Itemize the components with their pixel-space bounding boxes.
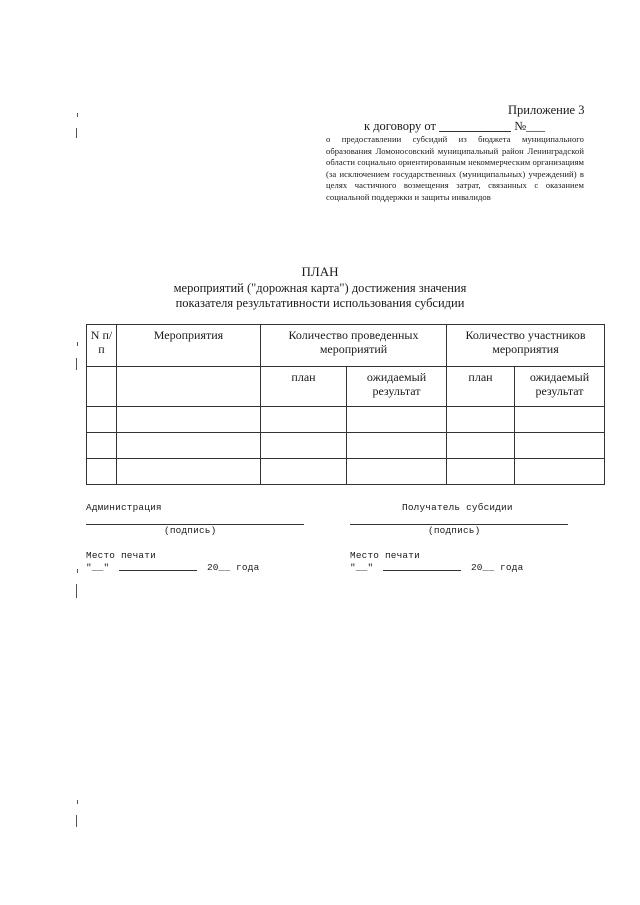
plan-title: ПЛАН bbox=[301, 264, 339, 279]
header-events: Мероприятия bbox=[117, 325, 261, 367]
table-cell bbox=[515, 433, 605, 459]
table-cell bbox=[117, 433, 261, 459]
table-cell bbox=[347, 407, 447, 433]
table-cell bbox=[117, 459, 261, 485]
table-cell bbox=[87, 433, 117, 459]
admin-stamp-label: Место печати bbox=[86, 550, 156, 561]
recipient-signature-caption: (подпись) bbox=[428, 525, 481, 536]
header-num: N п/п bbox=[87, 325, 117, 367]
plan-subtitle bbox=[0, 281, 640, 311]
admin-date-month-blank bbox=[119, 570, 197, 571]
table-row bbox=[87, 407, 605, 433]
table-cell bbox=[87, 407, 117, 433]
admin-date bbox=[86, 562, 259, 573]
scan-artifact bbox=[76, 584, 77, 598]
scan-artifact bbox=[77, 569, 78, 573]
contract-number: №___ bbox=[514, 119, 545, 133]
admin-signature-caption: (подпись) bbox=[164, 525, 217, 536]
scan-artifact bbox=[77, 113, 78, 117]
subheader-expected-participants: ожидаемый результат bbox=[515, 367, 605, 407]
table-cell bbox=[515, 459, 605, 485]
table-cell bbox=[87, 367, 117, 407]
plan-subtitle-line-1: мероприятий ("дорожная карта") достижения значения bbox=[173, 281, 467, 295]
scan-artifact bbox=[76, 815, 77, 827]
subheader-plan-conducted: план bbox=[261, 367, 347, 407]
contract-reference bbox=[364, 119, 545, 134]
contract-date-blank bbox=[439, 131, 511, 132]
table-cell bbox=[117, 367, 261, 407]
recipient-date-day: "__" bbox=[350, 562, 374, 573]
table-cell bbox=[447, 433, 515, 459]
table-cell bbox=[87, 459, 117, 485]
header-conducted: Количество проведенных мероприятий bbox=[261, 325, 447, 367]
recipient-date-year: 20__ года bbox=[470, 562, 524, 573]
recipient-date bbox=[350, 562, 523, 573]
table-cell bbox=[261, 433, 347, 459]
table-row bbox=[87, 433, 605, 459]
scan-artifact bbox=[77, 342, 78, 346]
table-cell bbox=[447, 407, 515, 433]
admin-label: Администрация bbox=[86, 502, 162, 513]
roadmap-table bbox=[86, 324, 605, 485]
table-cell bbox=[117, 407, 261, 433]
recipient-label: Получатель субсидии bbox=[402, 502, 513, 513]
table-cell bbox=[261, 459, 347, 485]
appendix-label: Приложение 3 bbox=[508, 103, 585, 117]
header-participants: Количество участников мероприятия bbox=[447, 325, 605, 367]
scan-artifact bbox=[77, 800, 78, 804]
table-cell bbox=[347, 459, 447, 485]
admin-date-day: "__" bbox=[86, 562, 110, 573]
scan-artifact bbox=[76, 128, 77, 138]
subheader-plan-participants: план bbox=[447, 367, 515, 407]
table-row bbox=[87, 459, 605, 485]
table-cell bbox=[261, 407, 347, 433]
contract-description: о предоставлении субсидий из бюджета муниципального образования Ломоносовский муниципальный район Ленинградской области социально ориентированным некоммерческим организациям (за исключением государственных (муниципальных) учреждений) в целях частичного возмещения затрат, связанных с оказанием социальной поддержки и защиты инвалидов bbox=[326, 134, 584, 202]
table-header-row bbox=[87, 325, 605, 367]
recipient-stamp-label: Место печати bbox=[350, 550, 420, 561]
contract-prefix: к договору от bbox=[364, 119, 436, 133]
table-cell bbox=[515, 407, 605, 433]
scan-artifact bbox=[76, 358, 77, 370]
recipient-date-month-blank bbox=[383, 570, 461, 571]
table-cell bbox=[347, 433, 447, 459]
table-subheader-row bbox=[87, 367, 605, 407]
subheader-expected-conducted: ожидаемый результат bbox=[347, 367, 447, 407]
plan-subtitle-line-2: показателя результативности использования субсидии bbox=[175, 296, 465, 310]
table-cell bbox=[447, 459, 515, 485]
admin-date-year: 20__ года bbox=[206, 562, 260, 573]
